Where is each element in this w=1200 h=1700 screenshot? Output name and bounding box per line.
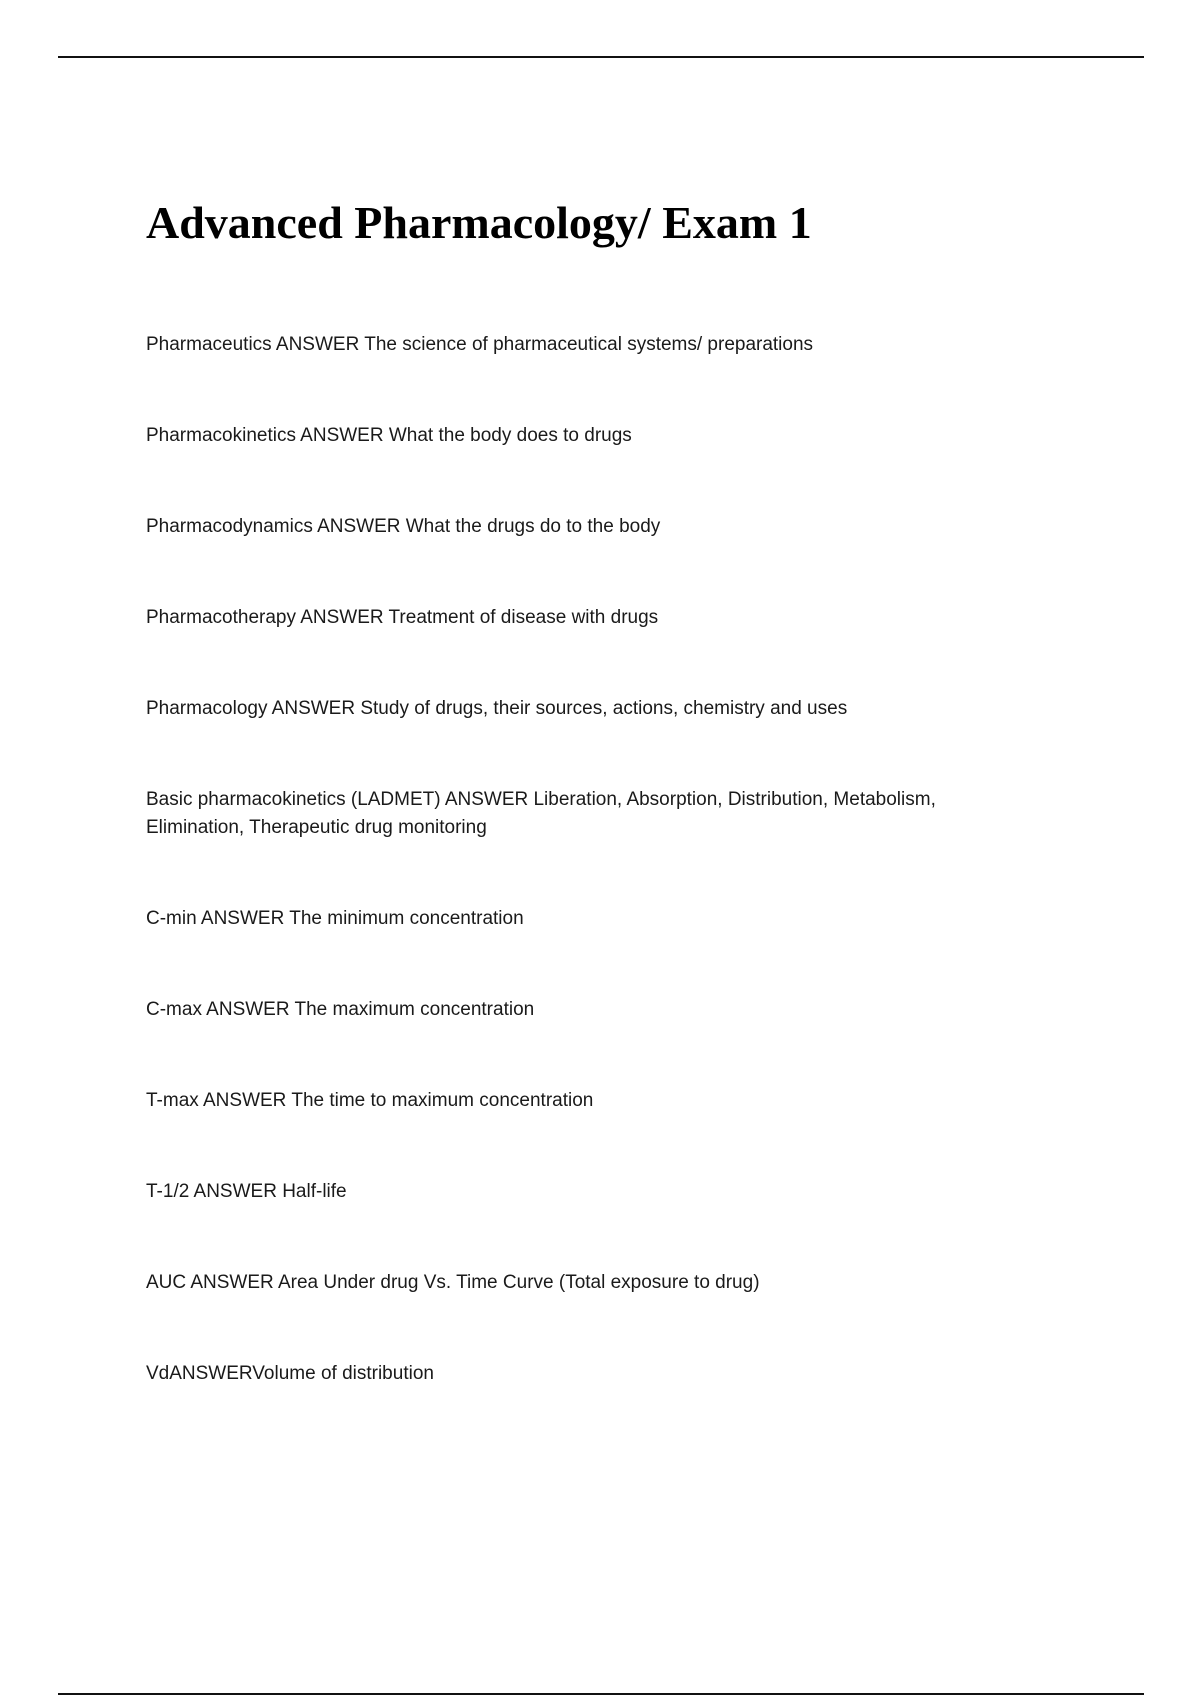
qa-item-c-max: C-max ANSWER The maximum concentration <box>146 999 535 1020</box>
qa-item-vd: VdANSWERVolume of distribution <box>146 1363 434 1384</box>
qa-item-t-half: T-1/2 ANSWER Half-life <box>146 1181 347 1202</box>
qa-item-t-max: T-max ANSWER The time to maximum concentration <box>146 1090 594 1111</box>
qa-item-pharmacokinetics: Pharmacokinetics ANSWER What the body does to drugs <box>146 425 632 446</box>
qa-item-pharmaceutics: Pharmaceutics ANSWER The science of pharmaceutical systems/ preparations <box>146 334 814 355</box>
qa-item-auc: AUC ANSWER Area Under drug Vs. Time Curve (Total exposure to drug) <box>146 1272 760 1293</box>
qa-item-pharmacotherapy: Pharmacotherapy ANSWER Treatment of disease with drugs <box>146 607 659 628</box>
qa-item-ladmet: Basic pharmacokinetics (LADMET) ANSWER Liberation, Absorption, Distribution, Metabolism, Elimination, Therapeutic drug monitoring <box>146 789 936 838</box>
qa-item-c-min: C-min ANSWER The minimum concentration <box>146 908 524 929</box>
qa-item-pharmacology: Pharmacology ANSWER Study of drugs, their sources, actions, chemistry and uses <box>146 698 848 719</box>
qa-list <box>146 331 1026 1451</box>
bottom-divider <box>58 1693 1144 1695</box>
top-divider <box>58 56 1144 58</box>
qa-item-pharmacodynamics: Pharmacodynamics ANSWER What the drugs do to the body <box>146 516 661 537</box>
document-title: Advanced Pharmacology/ Exam 1 <box>146 197 812 248</box>
